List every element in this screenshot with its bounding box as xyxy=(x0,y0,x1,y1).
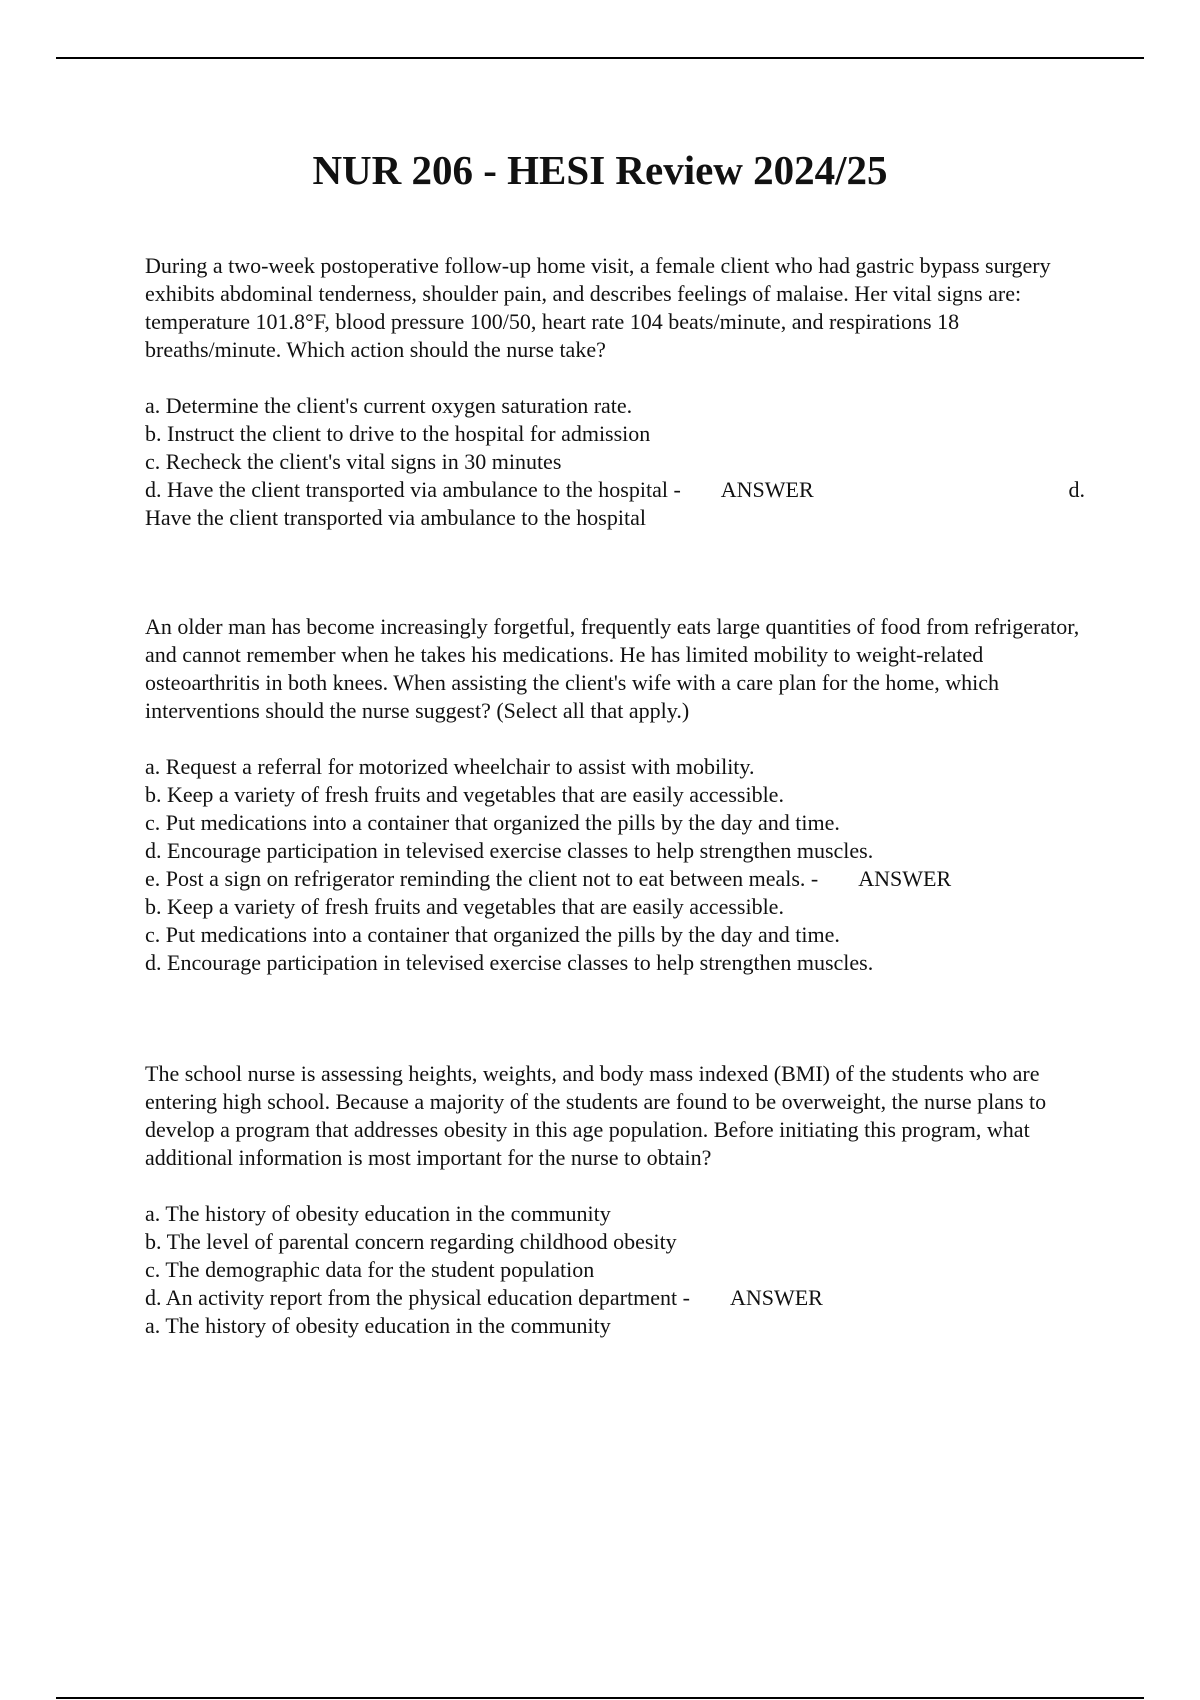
option: d. Encourage participation in televised exercise classes to help strengthen muscles. xyxy=(145,838,874,863)
question-3 xyxy=(145,1060,1085,1340)
option-with-answer xyxy=(145,476,1085,504)
option: a. Determine the client's current oxygen saturation rate. xyxy=(145,393,633,418)
answer-text: b. Keep a variety of fresh fruits and vegetables that are easily accessible. xyxy=(145,894,784,919)
answer-letter: d. xyxy=(1068,477,1085,502)
option: a. The history of obesity education in the community xyxy=(145,1201,611,1226)
option: c. The demographic data for the student population xyxy=(145,1257,595,1282)
answer-text: c. Put medications into a container that organized the pills by the day and time. xyxy=(145,922,840,947)
option: e. Post a sign on refrigerator reminding the client not to eat between meals. - xyxy=(145,866,819,891)
options-list xyxy=(145,392,1085,532)
option-with-answer xyxy=(145,1284,1085,1312)
footer-rule xyxy=(56,1697,1144,1699)
question-stem: An older man has become increasingly forgetful, frequently eats large quantities of food from refrigerator, and cannot remember when he takes his medications. He has limited mobility to weight-related osteoarthritis in both knees. When assisting the client's wife with a care plan for the home, which interventions should the nurse suggest? (Select all that apply.) xyxy=(145,614,1080,723)
question-2 xyxy=(145,613,1085,977)
question-1 xyxy=(145,252,1085,532)
option: c. Put medications into a container that organized the pills by the day and time. xyxy=(145,810,840,835)
options-list xyxy=(145,753,1085,977)
question-stem: The school nurse is assessing heights, weights, and body mass indexed (BMI) of the students who are entering high school. Because a majority of the students are found to be overweight, the nurse plans to develop a program that addresses obesity in this age population. Before initiating this program, what additional information is most important for the nurse to obtain? xyxy=(145,1061,1047,1170)
options-list xyxy=(145,1200,1085,1340)
answer-label: ANSWER xyxy=(720,477,814,502)
option: a. Request a referral for motorized wheelchair to assist with mobility. xyxy=(145,754,755,779)
answer-label: ANSWER xyxy=(729,1285,823,1310)
answer-text: a. The history of obesity education in the community xyxy=(145,1313,611,1338)
option: d. Have the client transported via ambulance to the hospital - xyxy=(145,477,681,502)
option: c. Recheck the client's vital signs in 30 minutes xyxy=(145,449,562,474)
question-stem: During a two-week postoperative follow-up home visit, a female client who had gastric bypass surgery exhibits abdominal tenderness, shoulder pain, and describes feelings of malaise. Her vital signs are: temperature 101.8°F, blood pressure 100/50, heart rate 104 beats/minute, and respirations 18 breaths/minute. Which action should the nurse take? xyxy=(145,253,1051,362)
option: d. An activity report from the physical education department - xyxy=(145,1285,690,1310)
document-title: NUR 206 - HESI Review 2024/25 xyxy=(312,147,888,193)
option: b. Keep a variety of fresh fruits and vegetables that are easily accessible. xyxy=(145,782,784,807)
option: b. The level of parental concern regarding childhood obesity xyxy=(145,1229,677,1254)
answer-text: Have the client transported via ambulance to the hospital xyxy=(145,505,646,530)
option: b. Instruct the client to drive to the hospital for admission xyxy=(145,421,651,446)
answer-text: d. Encourage participation in televised exercise classes to help strengthen muscles. xyxy=(145,950,874,975)
header-rule xyxy=(56,57,1144,59)
option-with-answer xyxy=(145,865,1085,893)
answer-label: ANSWER xyxy=(858,866,952,891)
